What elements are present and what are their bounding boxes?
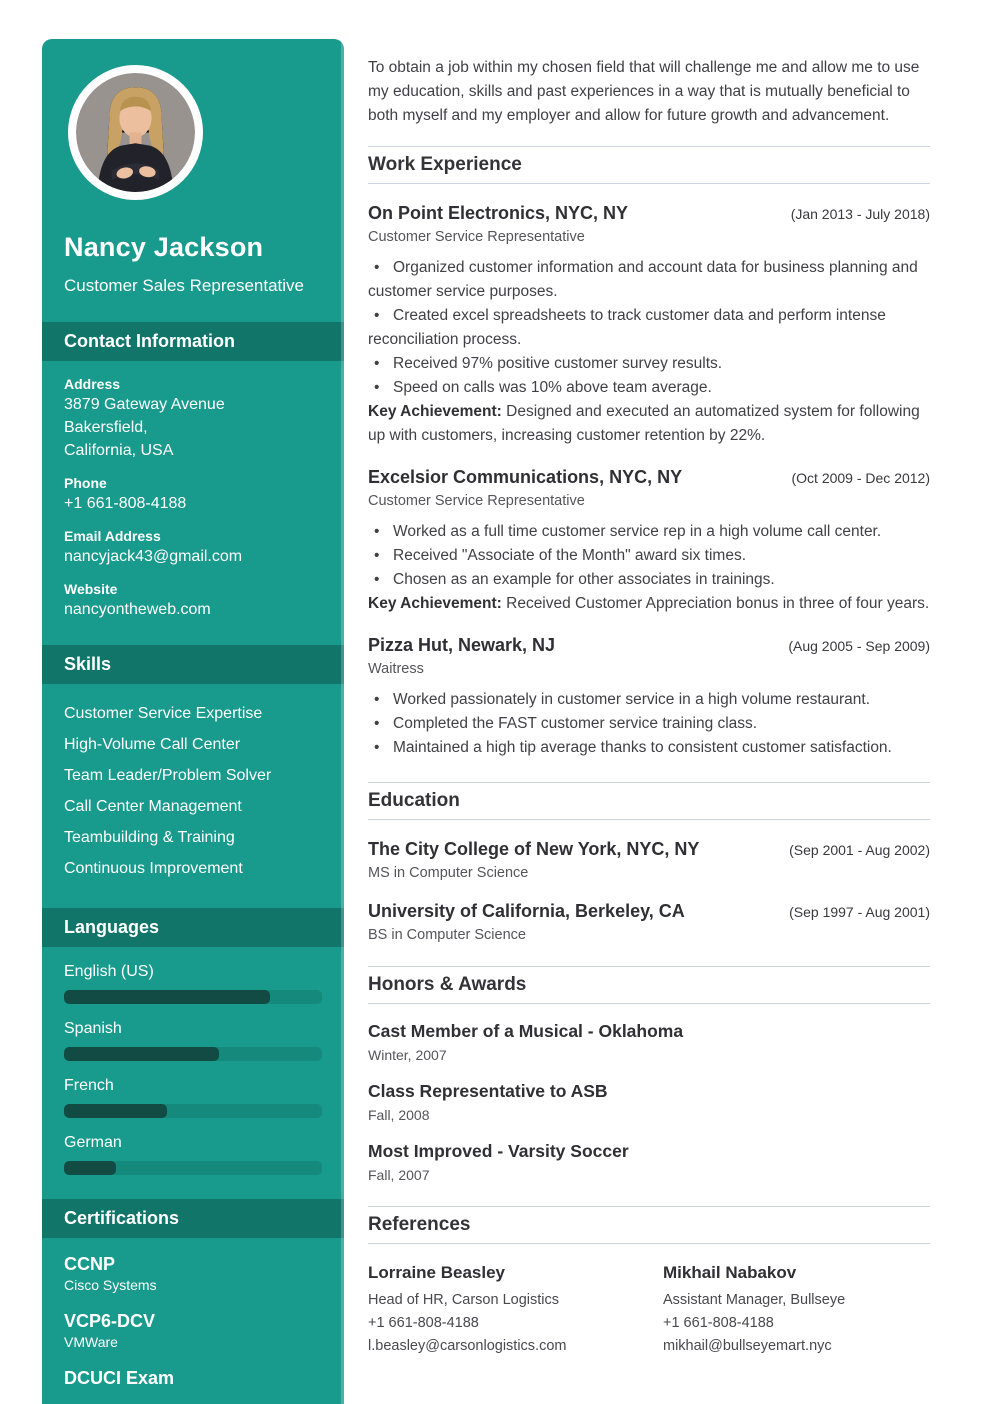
- certification-name: VCP6-DCV: [64, 1311, 156, 1331]
- school-degree: MS in Computer Science: [368, 865, 529, 881]
- education-entry: [368, 837, 930, 882]
- bullet-icon: •: [374, 691, 380, 708]
- reference-entry: [368, 1262, 663, 1358]
- language-level-fill: [64, 990, 270, 1004]
- job-bullet: • Received 97% positive customer survey results.: [368, 352, 930, 376]
- skills-section: [42, 684, 344, 884]
- honor-date: Fall, 2007: [368, 1167, 430, 1183]
- job-entry: [368, 633, 930, 760]
- job-entry: [368, 201, 930, 448]
- bullet-icon: •: [374, 739, 380, 756]
- bullet-icon: •: [374, 523, 380, 540]
- skill-item: Customer Service Expertise: [64, 705, 263, 722]
- job-role: Waitress: [368, 661, 424, 677]
- language-level-fill: [64, 1104, 167, 1118]
- honor-entry: [368, 1020, 930, 1064]
- certification-name: CCNP: [64, 1254, 116, 1274]
- reference-email: l.beasley@carsonlogistics.com: [368, 1338, 567, 1354]
- languages-section: [42, 947, 344, 1175]
- job-company: Excelsior Communications, NYC, NY: [368, 467, 683, 487]
- email-value: nancyjack43@gmail.com: [64, 548, 243, 565]
- skills-section-heading: Skills: [42, 645, 344, 684]
- certification-issuer: VMWare: [64, 1334, 118, 1350]
- school-dates: (Sep 1997 - Aug 2001): [789, 904, 930, 920]
- language-name: English (US): [64, 963, 154, 980]
- contact-phone: [64, 474, 322, 515]
- job-role: Customer Service Representative: [368, 229, 585, 245]
- reference-entry: [663, 1262, 930, 1358]
- section-title: Education: [368, 790, 460, 811]
- certification-item: [64, 1366, 322, 1390]
- honor-date: Fall, 2008: [368, 1107, 430, 1123]
- bullet-icon: •: [374, 715, 380, 732]
- reference-phone: +1 661-808-4188: [663, 1315, 774, 1331]
- language-level-fill: [64, 1161, 116, 1175]
- job-company: On Point Electronics, NYC, NY: [368, 203, 629, 223]
- school-degree: BS in Computer Science: [368, 927, 526, 943]
- job-bullet: • Worked passionately in customer service in a high volume restaurant.: [368, 688, 930, 712]
- job-bullet: • Maintained a high tip average thanks to consistent customer satisfaction.: [368, 736, 930, 760]
- language-item: [64, 1018, 322, 1061]
- section-title: Honors & Awards: [368, 974, 527, 995]
- honor-title: Class Representative to ASB: [368, 1081, 608, 1101]
- bullet-icon: •: [374, 355, 380, 372]
- job-dates: (Aug 2005 - Sep 2009): [788, 638, 930, 654]
- language-name: Spanish: [64, 1020, 122, 1037]
- languages-section-heading: Languages: [42, 908, 344, 947]
- language-item: [64, 1075, 322, 1118]
- references-grid: [368, 1262, 930, 1358]
- honors-header: [368, 966, 930, 1004]
- reference-role: Head of HR, Carson Logistics: [368, 1292, 559, 1308]
- honor-entry: [368, 1140, 930, 1184]
- language-level-bar: [64, 1161, 322, 1175]
- reference-phone: +1 661-808-4188: [368, 1315, 479, 1331]
- language-level-bar: [64, 1104, 322, 1118]
- reference-email: mikhail@bullseyemart.nyc: [663, 1338, 832, 1354]
- school-name: The City College of New York, NYC, NY: [368, 839, 700, 859]
- contact-section-heading: Contact Information: [42, 322, 344, 361]
- skill-item: Call Center Management: [64, 798, 242, 815]
- reference-name: Lorraine Beasley: [368, 1263, 506, 1282]
- section-title: References: [368, 1214, 471, 1235]
- bullet-icon: •: [374, 379, 380, 396]
- person-title: Customer Sales Representative: [64, 276, 305, 295]
- reference-name: Mikhail Nabakov: [663, 1263, 797, 1282]
- job-bullet: • Created excel spreadsheets to track customer data and perform intense reconciliation process.: [368, 304, 930, 352]
- job-bullet: • Received "Associate of the Month" award six times.: [368, 544, 930, 568]
- certifications-section-heading: Certifications: [42, 1199, 344, 1238]
- bullet-icon: •: [374, 571, 380, 588]
- address-line: California, USA: [64, 442, 174, 459]
- address-label: Address: [64, 376, 121, 392]
- job-company: Pizza Hut, Newark, NJ: [368, 635, 556, 655]
- skill-item: Teambuilding & Training: [64, 829, 235, 846]
- honor-title: Cast Member of a Musical - Oklahoma: [368, 1021, 684, 1041]
- key-achievement: Key Achievement: Designed and executed an automatized system for following up with customers, increasing customer retention by 22%.: [368, 403, 920, 444]
- email-label: Email Address: [64, 528, 161, 544]
- language-level-bar: [64, 990, 322, 1004]
- section-title: Work Experience: [368, 154, 522, 175]
- bullet-icon: •: [374, 259, 380, 276]
- references-header: [368, 1206, 930, 1244]
- language-level-fill: [64, 1047, 219, 1061]
- contact-section: [42, 361, 344, 621]
- school-dates: (Sep 2001 - Aug 2002): [789, 842, 930, 858]
- objective-text: To obtain a job within my chosen field that will challenge me and allow me to use my education, skills and past experiences in a way that is mutually beneficial to both myself and my employer and allow for future growth and advancement.: [368, 59, 920, 124]
- job-dates: (Oct 2009 - Dec 2012): [791, 470, 930, 486]
- job-bullet: • Completed the FAST customer service training class.: [368, 712, 930, 736]
- job-bullet: • Organized customer information and account data for business planning and customer service purposes.: [368, 256, 930, 304]
- phone-label: Phone: [64, 475, 107, 491]
- reference-role: Assistant Manager, Bullseye: [663, 1292, 846, 1308]
- job-entry: [368, 465, 930, 616]
- language-name: French: [64, 1077, 114, 1094]
- bullet-icon: •: [374, 307, 380, 324]
- skill-item: High-Volume Call Center: [64, 736, 241, 753]
- language-name: German: [64, 1134, 122, 1151]
- language-item: [64, 1132, 322, 1175]
- language-item: [64, 961, 322, 1004]
- skill-item: Continuous Improvement: [64, 860, 243, 877]
- certification-item: [64, 1309, 322, 1351]
- job-bullet: • Worked as a full time customer service rep in a high volume call center.: [368, 520, 930, 544]
- contact-address: [64, 375, 322, 462]
- work-experience-header: [368, 146, 930, 184]
- certification-name: DCUCI Exam: [64, 1368, 175, 1388]
- address-line: Bakersfield,: [64, 419, 148, 436]
- certification-issuer: Cisco Systems: [64, 1277, 157, 1293]
- profile-photo: [68, 65, 203, 200]
- honor-title: Most Improved - Varsity Soccer: [368, 1141, 629, 1161]
- job-role: Customer Service Representative: [368, 493, 585, 509]
- address-line: 3879 Gateway Avenue: [64, 396, 225, 413]
- key-achievement: Key Achievement: Received Customer Appreciation bonus in three of four years.: [368, 595, 930, 612]
- bullet-icon: •: [374, 547, 380, 564]
- resume-main-column: [368, 56, 930, 1358]
- sidebar: [42, 39, 344, 1404]
- school-name: University of California, Berkeley, CA: [368, 901, 685, 921]
- job-dates: (Jan 2013 - July 2018): [790, 206, 930, 222]
- language-level-bar: [64, 1047, 322, 1061]
- profile-photo-illustration: [76, 73, 195, 192]
- skill-item: Team Leader/Problem Solver: [64, 767, 272, 784]
- contact-email: [64, 527, 322, 568]
- website-label: Website: [64, 581, 118, 597]
- honor-date: Winter, 2007: [368, 1047, 447, 1063]
- phone-value: +1 661-808-4188: [64, 495, 187, 512]
- contact-website: [64, 580, 322, 621]
- job-bullet: • Speed on calls was 10% above team average.: [368, 376, 930, 400]
- person-name: Nancy Jackson: [64, 232, 264, 262]
- certification-item: [64, 1252, 322, 1294]
- job-bullet: • Chosen as an example for other associates in trainings.: [368, 568, 930, 592]
- education-entry: [368, 899, 930, 944]
- website-value: nancyontheweb.com: [64, 601, 211, 618]
- certifications-section: [42, 1238, 344, 1390]
- honor-entry: [368, 1080, 930, 1124]
- education-header: [368, 782, 930, 820]
